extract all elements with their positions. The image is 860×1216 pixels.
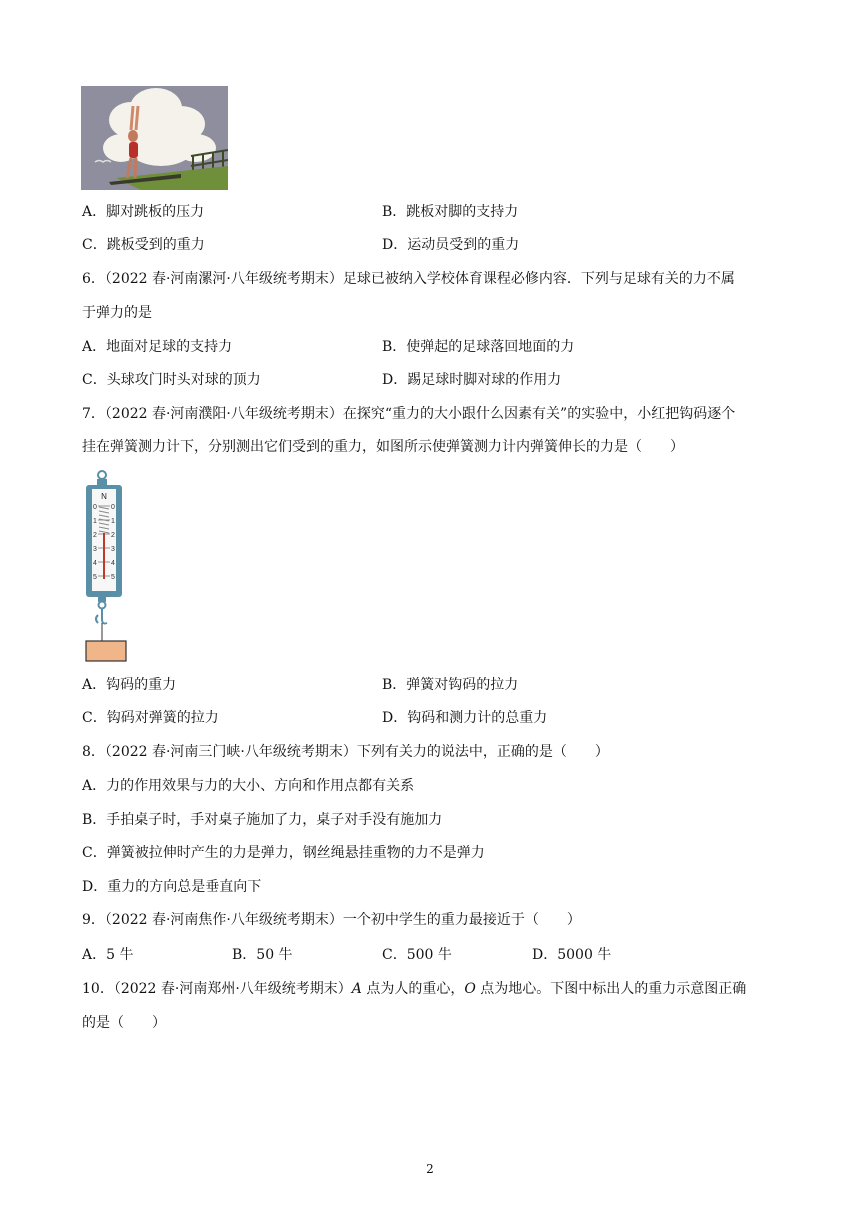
scale-tick-left-3: 3 (93, 546, 97, 553)
scale-tick-left-0: 0 (93, 504, 97, 511)
q9-option-a: A．5 牛 (82, 947, 134, 963)
scale-tick-right-4: 4 (111, 560, 115, 567)
scale-tick-right-2: 2 (111, 532, 115, 539)
q9-option-c: C．500 牛 (382, 947, 452, 963)
q9-option-d: D．5000 牛 (532, 947, 612, 963)
scale-tick-left-4: 4 (93, 560, 97, 567)
scale-tick-right-3: 3 (111, 546, 115, 553)
spring-scale-figure (84, 469, 132, 663)
q7-stem-line2: 挂在弹簧测力计下，分别测出它们受到的重力，如图所示使弹簧测力计内弹簧伸长的力是（ ） (82, 439, 684, 455)
scale-tick-left-1: 1 (93, 518, 97, 525)
scale-unit-label: N (101, 492, 107, 501)
q9-stem: 9．（2022 春·河南焦作·八年级统考期末）一个初中学生的重力最接近于（ ） (82, 912, 581, 928)
q5-option-b: B．跳板对脚的支持力 (382, 204, 519, 220)
page-number: 2 (426, 1162, 434, 1176)
q10-mid2: 点为地心。下图中标出人的重力示意图正确 (475, 981, 747, 997)
q10-prefix: 10．（2022 春·河南郑州·八年级统考期末） (82, 981, 352, 997)
scale-tick-right-0: 0 (111, 504, 115, 511)
q10-stem-line1 (82, 979, 746, 999)
q6-stem-line1: 6．（2022 春·河南漯河·八年级统考期末）足球已被纳入学校体育课程必修内容．下列与足球有关的力不属 (82, 271, 735, 287)
q10-mid1: 点为人的重心， (361, 981, 465, 997)
q10-point-a: A (351, 981, 362, 997)
q6-option-b: B．使弹起的足球落回地面的力 (382, 339, 575, 355)
q7-option-b: B．弹簧对钩码的拉力 (382, 677, 519, 693)
q7-option-c: C．钩码对弹簧的拉力 (82, 710, 219, 726)
q6-option-c: C．头球攻门时头对球的顶力 (82, 372, 261, 388)
q6-option-d: D．踢足球时脚对球的作用力 (382, 372, 562, 388)
q8-option-c: C．弹簧被拉伸时产生的力是弹力，钢丝绳悬挂重物的力不是弹力 (82, 845, 485, 861)
q7-option-d: D．钩码和测力计的总重力 (382, 710, 548, 726)
q10-point-o: O (464, 981, 476, 997)
diving-athlete-image (81, 86, 228, 190)
q8-stem: 8．（2022 春·河南三门峡·八年级统考期末）下列有关力的说法中，正确的是（ ） (82, 744, 609, 760)
q6-option-a: A．地面对足球的支持力 (82, 339, 233, 355)
q9-option-b: B．50 牛 (232, 947, 293, 963)
q8-option-a: A．力的作用效果与力的大小、方向和作用点都有关系 (82, 778, 415, 794)
q5-option-a: A．脚对跳板的压力 (82, 204, 205, 220)
q5-option-c: C．跳板受到的重力 (82, 237, 205, 253)
q7-stem-line1: 7．（2022 春·河南濮阳·八年级统考期末）在探究“重力的大小跟什么因素有关”的实验中，小红把钩码逐个 (82, 406, 736, 422)
q10-stem-line2: 的是（ ） (82, 1015, 166, 1031)
scale-tick-left-5: 5 (93, 574, 97, 581)
scale-tick-right-1: 1 (111, 518, 115, 525)
q8-option-d: D．重力的方向总是垂直向下 (82, 879, 262, 895)
q6-stem-line2: 于弹力的是 (82, 305, 152, 321)
q8-option-b: B．手拍桌子时，手对桌子施加了力，桌子对手没有施加力 (82, 812, 443, 828)
scale-tick-right-5: 5 (111, 574, 115, 581)
q5-option-d: D．运动员受到的重力 (382, 237, 520, 253)
q7-option-a: A．钩码的重力 (82, 677, 177, 693)
scale-tick-left-2: 2 (93, 532, 97, 539)
